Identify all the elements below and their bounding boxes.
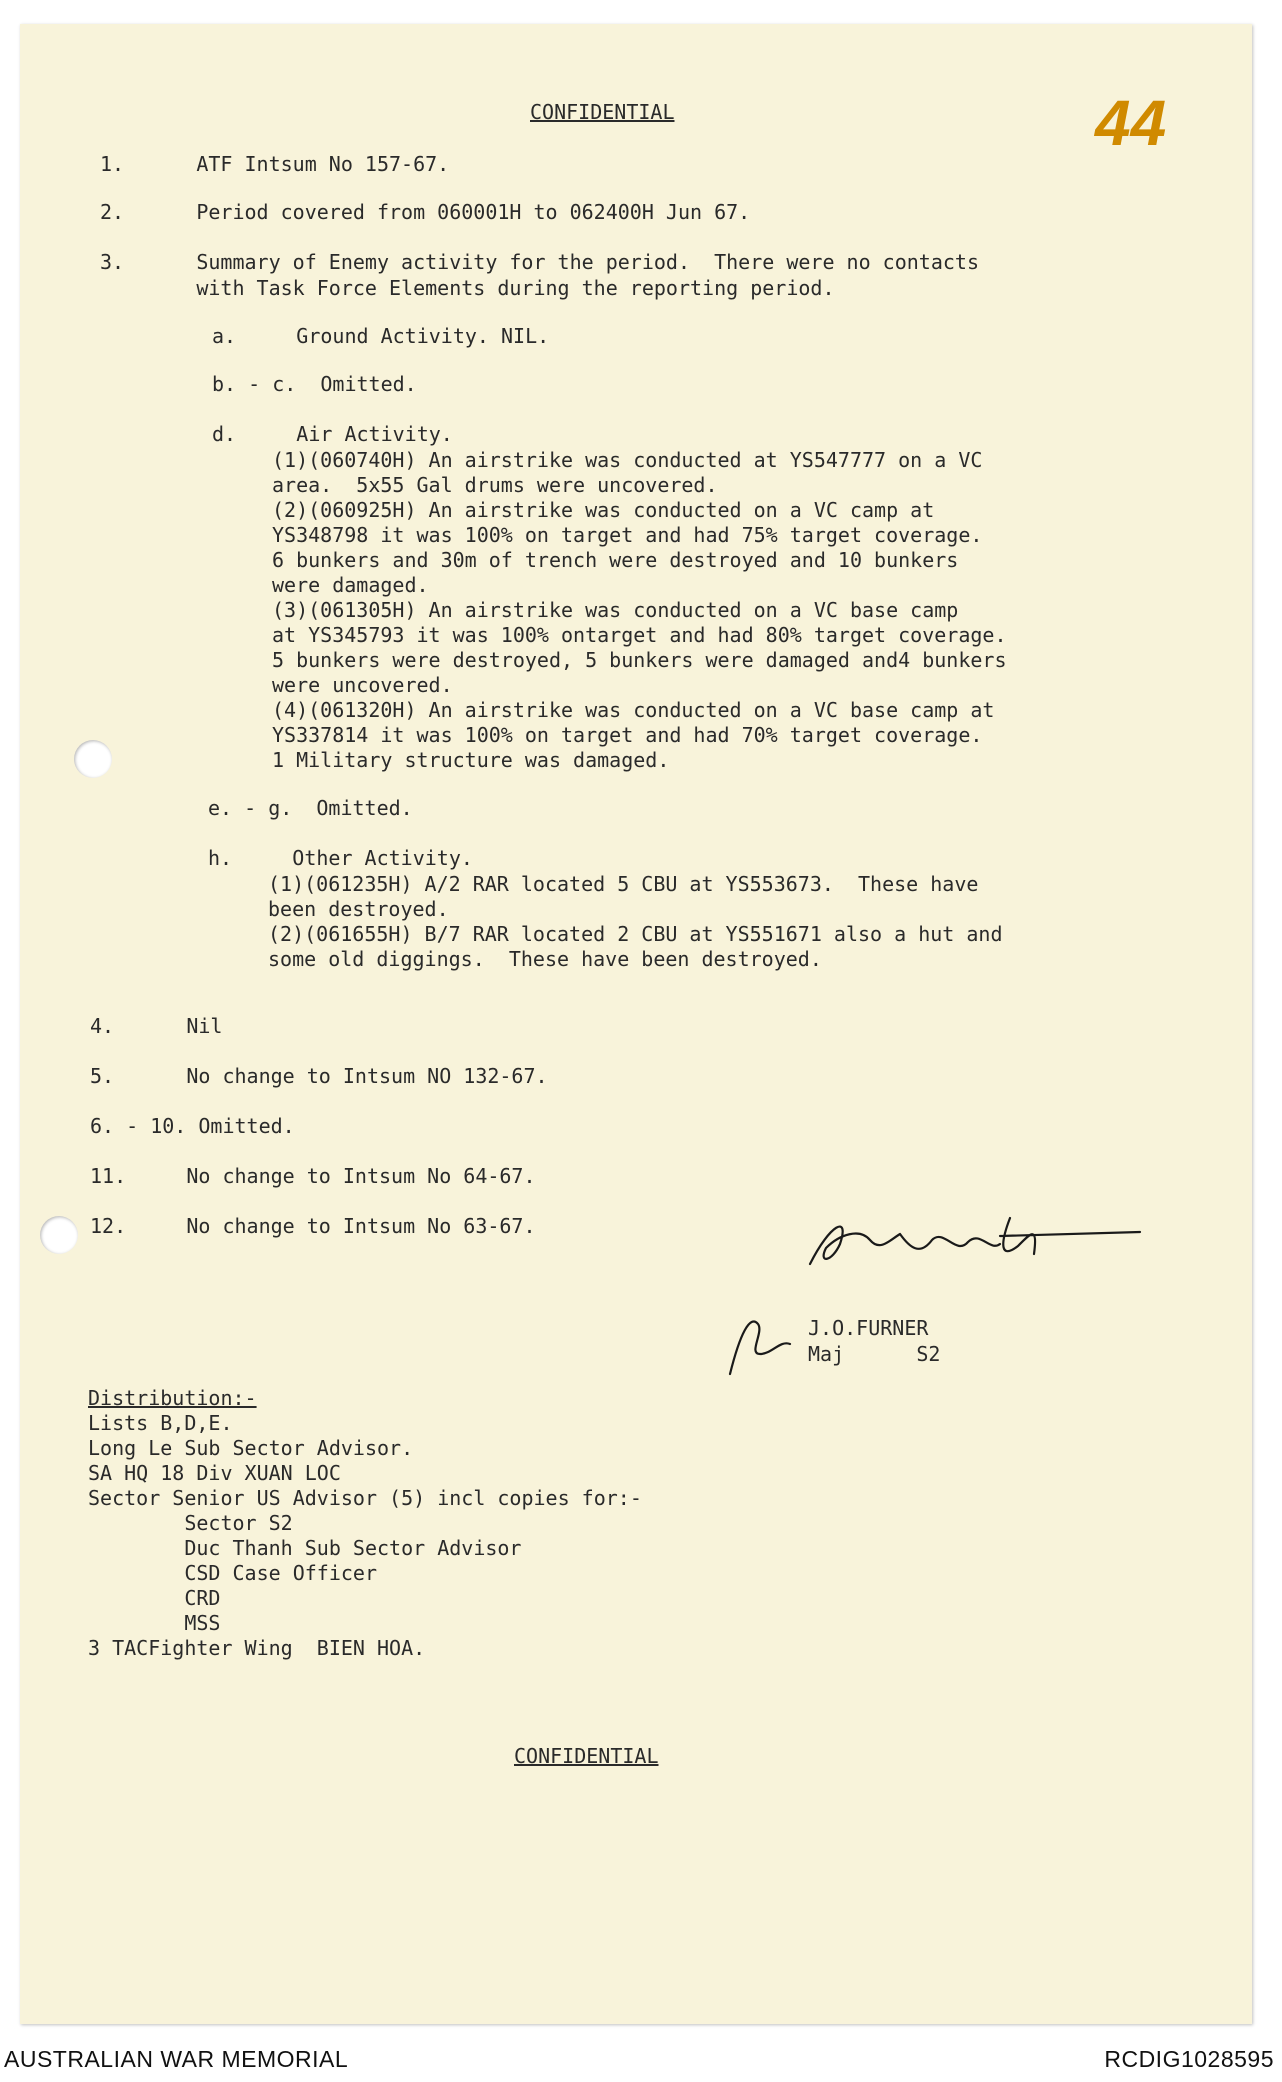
- distribution-line: SA HQ 18 Div XUAN LOC: [88, 1461, 341, 1485]
- para-12: 12. No change to Intsum No 63-67.: [90, 1214, 536, 1238]
- sub-bc: b. - c. Omitted.: [212, 372, 417, 396]
- air-activity-line: were uncovered.: [272, 673, 453, 697]
- para-4: 4. Nil: [90, 1014, 223, 1038]
- page-number: 44: [1095, 87, 1167, 159]
- para-3-line-2: with Task Force Elements during the reporting period.: [100, 276, 835, 300]
- other-activity-line: (1)(061235H) A/2 RAR located 5 CBU at YS553673. These have: [268, 872, 979, 896]
- sub-eg: e. - g. Omitted.: [208, 796, 413, 820]
- sub-d-heading: d. Air Activity.: [212, 422, 453, 446]
- sub-a: a. Ground Activity. NIL.: [212, 324, 550, 348]
- distribution-line: Duc Thanh Sub Sector Advisor: [88, 1536, 522, 1560]
- punch-hole: [40, 1216, 78, 1254]
- air-activity-line: (1)(060740H) An airstrike was conducted at YS547777 on a VC: [272, 448, 983, 472]
- air-activity-line: 5 bunkers were destroyed, 5 bunkers were damaged and4 bunkers: [272, 648, 1007, 672]
- distribution-line: CRD: [88, 1586, 221, 1610]
- distribution-heading: Distribution:-: [88, 1386, 257, 1410]
- distribution-line: Long Le Sub Sector Advisor.: [88, 1436, 414, 1460]
- air-activity-line: 1 Military structure was damaged.: [272, 748, 670, 772]
- para-5: 5. No change to Intsum NO 132-67.: [90, 1064, 548, 1088]
- para-6-10: 6. - 10. Omitted.: [90, 1114, 295, 1138]
- distribution-line: MSS: [88, 1611, 221, 1635]
- air-activity-line: 6 bunkers and 30m of trench were destroyed and 10 bunkers: [272, 548, 959, 572]
- air-activity-line: (2)(060925H) An airstrike was conducted on a VC camp at: [272, 498, 935, 522]
- classification-header: CONFIDENTIAL: [530, 100, 675, 124]
- punch-hole: [74, 740, 112, 778]
- other-activity-line: (2)(061655H) B/7 RAR located 2 CBU at YS551671 also a hut and: [268, 922, 1003, 946]
- signatory-name: J.O.FURNER: [808, 1316, 929, 1340]
- para-1: 1. ATF Intsum No 157-67.: [100, 152, 450, 176]
- archive-name: AUSTRALIAN WAR MEMORIAL: [4, 2046, 349, 2072]
- air-activity-line: YS348798 it was 100% on target and had 75% target coverage.: [272, 523, 983, 547]
- air-activity-line: (4)(061320H) An airstrike was conducted on a VC base camp at: [272, 698, 995, 722]
- air-activity-line: at YS345793 it was 100% ontarget and had 80% target coverage.: [272, 623, 1007, 647]
- para-2: 2. Period covered from 060001H to 062400H Jun 67.: [100, 200, 751, 224]
- sub-h-heading: h. Other Activity.: [208, 846, 473, 870]
- other-activity-line: some old diggings. These have been destroyed.: [268, 947, 822, 971]
- distribution-line: CSD Case Officer: [88, 1561, 377, 1585]
- distribution-line: 3 TACFighter Wing BIEN HOA.: [88, 1636, 426, 1660]
- air-activity-line: (3)(061305H) An airstrike was conducted on a VC base camp: [272, 598, 959, 622]
- distribution-line: Lists B,D,E.: [88, 1411, 233, 1435]
- air-activity-line: were damaged.: [272, 573, 429, 597]
- other-activity-line: been destroyed.: [268, 897, 449, 921]
- document-page: [20, 24, 1252, 2024]
- distribution-line: Sector S2: [88, 1511, 293, 1535]
- archive-reference: RCDIG1028595: [1104, 2046, 1274, 2072]
- classification-footer: CONFIDENTIAL: [514, 1744, 659, 1768]
- air-activity-line: YS337814 it was 100% on target and had 70% target coverage.: [272, 723, 983, 747]
- para-11: 11. No change to Intsum No 64-67.: [90, 1164, 536, 1188]
- air-activity-line: area. 5x55 Gal drums were uncovered.: [272, 473, 718, 497]
- para-3-line-1: 3. Summary of Enemy activity for the period. There were no contacts: [100, 250, 979, 274]
- distribution-line: Sector Senior US Advisor (5) incl copies for:-: [88, 1486, 642, 1510]
- signatory-rank: Maj S2: [808, 1342, 941, 1366]
